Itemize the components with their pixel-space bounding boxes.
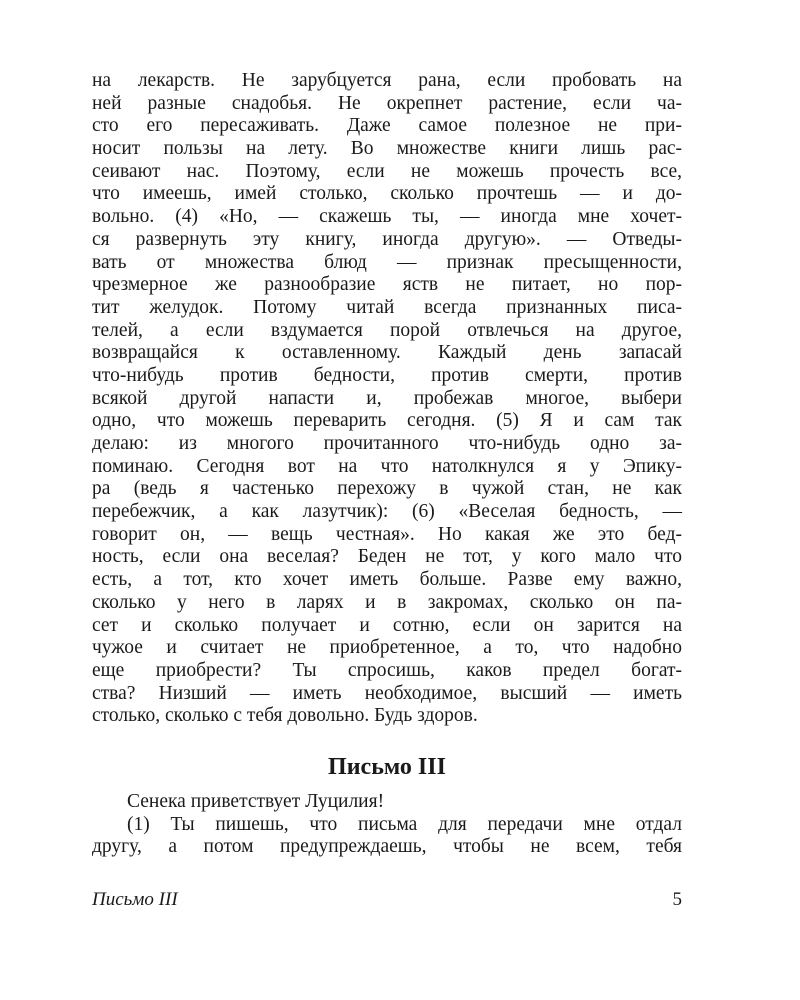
text-line: вольно. (4) «Но, — скажешь ты, — иногда мне хочет- bbox=[92, 206, 682, 228]
section-heading: Письмо III bbox=[328, 754, 446, 780]
page-footer bbox=[92, 888, 682, 912]
text-line: чрезмерное же разнообразие яств не питает, но пор- bbox=[92, 274, 682, 296]
text-line: носит пользы на лету. Во множестве книги лишь рас- bbox=[92, 138, 682, 160]
text-line: поминаю. Сегодня вот на что натолкнулся я у Эпику- bbox=[92, 455, 682, 477]
text-line: тит желудок. Потому читай всегда признанных писа- bbox=[92, 296, 682, 318]
text-line: сет и сколько получает и сотню, если он зарится на bbox=[92, 614, 682, 636]
text-line: говорит он, — вещь честная». Но какая же это бед- bbox=[92, 523, 682, 545]
text-line: (1) Ты пишешь, что письма для передачи мне отдал bbox=[127, 813, 682, 835]
page-number: 5 bbox=[672, 889, 682, 910]
text-line: ность, если она веселая? Беден не тот, у кого мало что bbox=[92, 546, 682, 568]
text-line: сколько у него в ларях и в закромах, сколько он па- bbox=[92, 591, 682, 613]
text-line: чужое и считает не приобретенное, а то, что надобно bbox=[92, 637, 682, 659]
text-line: ра (ведь я частенько перехожу в чужой стан, не как bbox=[92, 478, 682, 500]
text-line: другу, а потом предупреждаешь, чтобы не всем, тебя bbox=[92, 836, 682, 858]
text-line: есть, а тот, кто хочет иметь больше. Разве ему важно, bbox=[92, 569, 682, 591]
text-line: сто его пересаживать. Даже самое полезное не при- bbox=[92, 115, 682, 137]
text-line: делаю: из многого прочитанного что-нибудь одно за- bbox=[92, 433, 682, 454]
text-line: возвращайся к оставленному. Каждый день запасай bbox=[92, 342, 682, 364]
text-line: ся развернуть эту книгу, иногда другую». — Отведы- bbox=[92, 228, 682, 250]
greeting-line: Сенека приветствует Луцилия! bbox=[127, 791, 385, 812]
text-line: что имеешь, имей столько, сколько прочтешь — и до- bbox=[92, 183, 682, 205]
text-line: еще приобрести? Ты спросишь, каков предел богат- bbox=[92, 659, 682, 681]
text-line: ства? Низший — иметь необходимое, высший — иметь bbox=[92, 682, 682, 704]
text-line: на лекарств. Не зарубцуется рана, если пробовать на bbox=[92, 70, 682, 91]
body-text bbox=[92, 70, 682, 728]
text-line: сеивают нас. Поэтому, если не можешь прочесть все, bbox=[92, 160, 682, 182]
text-line: одно, что можешь переварить сегодня. (5) Я и сам так bbox=[92, 410, 682, 432]
text-line: вать от множества блюд — признак пресыщенности, bbox=[92, 251, 682, 273]
section-text bbox=[92, 791, 682, 859]
text-line: ней разные снадобья. Не окрепнет растение, если ча- bbox=[92, 92, 682, 114]
text-line: перебежчик, а как лазутчик): (6) «Веселая бедность, — bbox=[92, 501, 682, 523]
text-line: всякой другой напасти и, пробежав многое, выбери bbox=[92, 387, 682, 409]
running-title: Письмо III bbox=[92, 889, 178, 910]
text-line: что-нибудь против бедности, против смерти, против bbox=[92, 364, 682, 386]
text-line: столько, сколько с тебя довольно. Будь здоров. bbox=[92, 705, 478, 727]
text-line: телей, а если вздумается порой отвлечься на другое, bbox=[92, 319, 682, 341]
